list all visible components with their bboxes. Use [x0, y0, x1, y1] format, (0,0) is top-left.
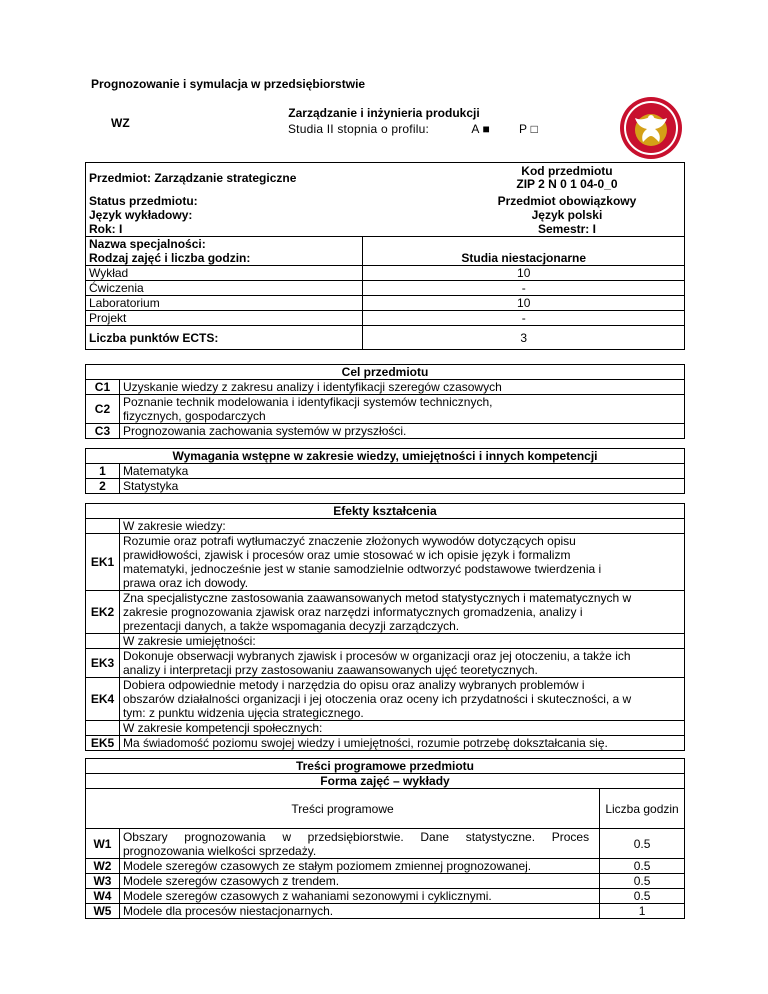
study-mode: Studia niestacjonarne	[363, 251, 685, 266]
effect-code: EK4	[86, 678, 120, 721]
program-row-text: Modele szeregów czasowych z trendem.	[119, 874, 599, 889]
prereq-table	[85, 448, 685, 494]
goal-text: Prognozowania zachowania systemów w przyszłości.	[119, 424, 684, 439]
program-row-code: W1	[86, 829, 120, 859]
goals-table	[85, 364, 685, 439]
program-row-code: W5	[86, 904, 120, 919]
program-row-text: Modele dla procesów niestacjonarnych.	[119, 904, 599, 919]
department-code: WZ	[111, 116, 130, 130]
university-logo-icon	[619, 96, 683, 160]
program-row-hours: 0.5	[600, 859, 685, 874]
row-project-value: -	[363, 311, 685, 326]
row-project-label: Projekt	[86, 311, 363, 326]
goal-code: C3	[86, 424, 120, 439]
row-exercises-label: Ćwiczenia	[86, 281, 363, 296]
goal-text: Poznanie technik modelowania i identyfikacji systemów technicznych, fizycznych, gospodarczych	[119, 395, 684, 424]
program-subtitle: Forma zajęć – wykłady	[86, 774, 685, 789]
program-table	[85, 758, 685, 919]
program-row-hours: 0.5	[600, 889, 685, 904]
profile-label: Studia II stopnia o profilu:	[287, 122, 429, 136]
row-lab-label: Laboratorium	[86, 296, 363, 311]
program-title: Treści programowe przedmiotu	[86, 759, 685, 774]
language-label: Język wykładowy:	[86, 208, 363, 222]
status-value: Przedmiot obowiązkowy	[363, 194, 685, 208]
prereq-text: Matematyka	[119, 464, 684, 479]
goal-text: Uzyskanie wiedzy z zakresu analizy i identyfikacji szeregów czasowych	[119, 380, 684, 395]
document-title: Prognozowanie i symulacja w przedsiębiorstwie	[91, 77, 366, 91]
row-lecture-label: Wykład	[86, 266, 363, 281]
effects-table	[85, 503, 685, 751]
hours-label: Rodzaj zajęć i liczba godzin:	[86, 251, 273, 266]
effect-text: Zna specjalistyczne zastosowania zaawansowanych metod statystycznych i matematycznych w zakresie prognozowania zjawisk oraz narzędzi informatycznych gromadzenia, analizy i prezentacji danych, a także wspomagania decyzji zarządczych.	[119, 591, 684, 634]
language-value: Język polski	[363, 208, 685, 222]
goal-code: C1	[86, 380, 120, 395]
status-label: Status przedmiotu:	[86, 194, 363, 208]
col-hours-header: Liczba godzin	[600, 789, 685, 829]
specialty-label: Nazwa specjalności:	[86, 236, 363, 251]
profile-a: A ■	[471, 122, 490, 136]
year-label: Rok: I	[86, 222, 363, 237]
prereq-text: Statystyka	[119, 479, 684, 494]
prereq-title: Wymagania wstępne w zakresie wiedzy, umiejętności i innych kompetencji	[86, 449, 685, 464]
specialty-value	[363, 236, 685, 251]
effect-text: Dobiera odpowiednie metody i narzędzia do opisu oraz analizy wybranych problemów i obszarów działalności organizacji i jej otoczenia oraz oceny ich przydatności i skuteczności, a w tym: z punktu widzenia ujęcia strategicznego.	[119, 678, 684, 721]
program-row-text: Modele szeregów czasowych z wahaniami sezonowymi i cyklicznymi.	[119, 889, 599, 904]
program-row-hours: 1	[600, 904, 685, 919]
effect-text: Dokonuje obserwacji wybranych zjawisk i procesów w organizacji oraz jej otoczeniu, a także ich analizy i interpretacji przy zastosowaniu zaawansowanych ujęć teoretycznych.	[119, 649, 684, 678]
program-row-code: W3	[86, 874, 120, 889]
course-info-table	[85, 162, 685, 350]
effects-title: Efekty kształcenia	[86, 504, 685, 519]
program-row-hours: 0.5	[600, 874, 685, 889]
effect-text: Ma świadomość poziomu swojej wiedzy i umiejętności, rozumie potrzebę dokształcania się.	[119, 736, 684, 751]
row-exercises-value: -	[363, 281, 685, 296]
effect-code: EK2	[86, 591, 120, 634]
program-row-hours: 0.5	[600, 829, 685, 859]
goal-code: C2	[86, 395, 120, 424]
row-lab-value: 10	[363, 296, 685, 311]
skills-label: W zakresie umiejętności:	[119, 634, 684, 649]
ects-label: Liczba punktów ECTS:	[86, 326, 363, 350]
prereq-code: 2	[86, 479, 120, 494]
program-row-code: W2	[86, 859, 120, 874]
social-label: W zakresie kompetencji społecznych:	[119, 721, 684, 736]
prereq-code: 1	[86, 464, 120, 479]
semester-value: Semestr: I	[363, 222, 685, 237]
program-row-code: W4	[86, 889, 120, 904]
ects-value: 3	[363, 326, 685, 350]
program-row-text: Modele szeregów czasowych ze stałym poziomem zmiennej prognozowanej.	[119, 859, 599, 874]
profile-p: P □	[519, 122, 539, 136]
code-cell: Kod przedmiotu ZIP 2 N 0 1 04-0_0	[363, 163, 685, 194]
effect-code: EK3	[86, 649, 120, 678]
program-name: Zarządzanie i inżynieria produkcji	[288, 106, 480, 120]
row-lecture-value: 10	[363, 266, 685, 281]
effect-code: EK1	[86, 534, 120, 591]
knowledge-label: W zakresie wiedzy:	[119, 519, 684, 534]
effect-code: EK5	[86, 736, 120, 751]
goals-title: Cel przedmiotu	[86, 365, 685, 380]
col-content-header: Treści programowe	[86, 789, 600, 829]
subject-cell: Przedmiot: Zarządzanie strategiczne	[86, 163, 363, 194]
program-row-text: Obszary prognozowania w przedsiębiorstwie. Dane statystyczne. Proces prognozowania wielkości sprzedaży.	[119, 829, 599, 859]
effect-text: Rozumie oraz potrafi wytłumaczyć znaczenie złożonych wywodów dotyczących opisu prawidłowości, zjawisk i procesów oraz umie stosować w ich opisie język i formalizm matematyki, jednocześnie jest w stanie samodzielnie odtworzyć podstawowe twierdzenia i prawa oraz ich dowody.	[119, 534, 684, 591]
